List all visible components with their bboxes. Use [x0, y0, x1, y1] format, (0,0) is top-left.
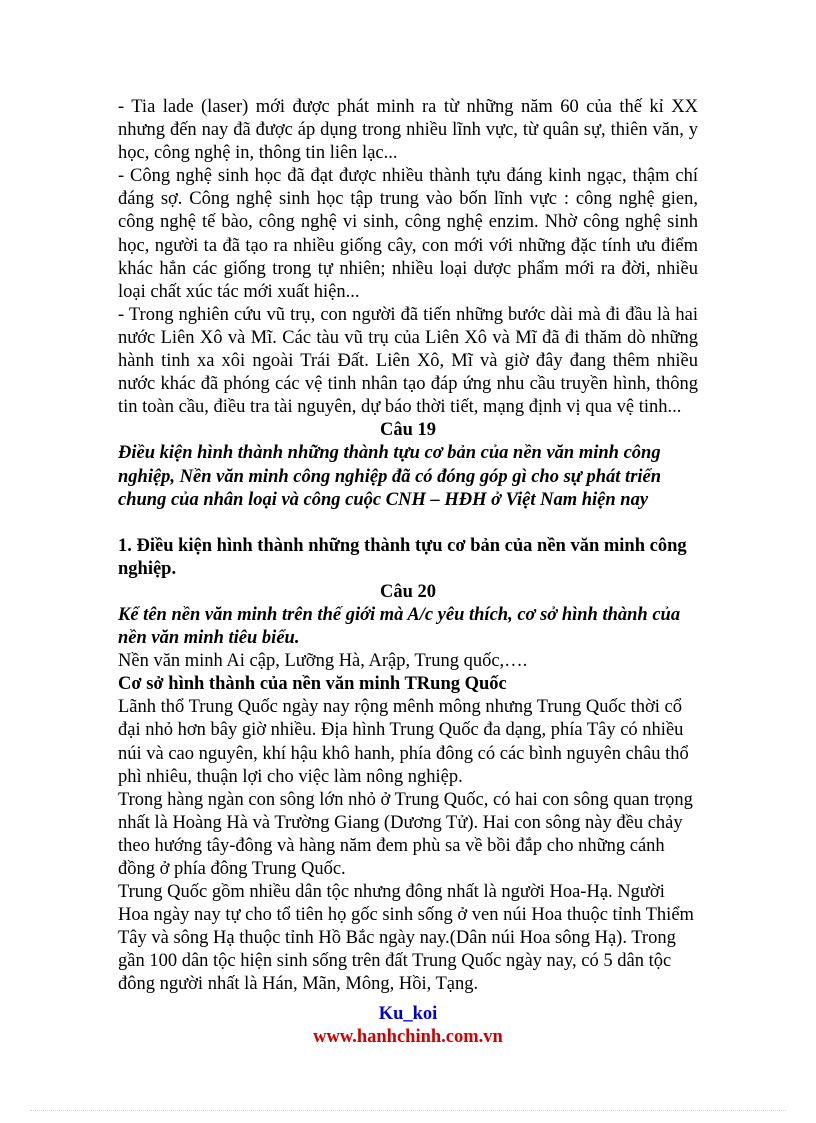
cau19-point1: 1. Điều kiện hình thành những thành tựu cơ bản của nền văn minh công nghiệp. [118, 535, 687, 579]
blank-line [118, 512, 698, 535]
cau20-heading: Câu 20 [379, 581, 437, 602]
paragraph-biotech: - Công nghệ sinh học đã đạt được nhiều thành tựu đáng kinh ngạc, thậm chí đáng sợ. Công nghệ sinh học tập trung vào bốn lĩnh vực : công nghệ gien, công nghệ tế bào, công nghệ vi sinh, công nghệ enzim. Nhờ công nghệ sinh học, người ta đã tạo ra nhiều giống cây, con mới với những đặc tính ưu điểm khác hẳn các giống trong tự nhiên; nhiều loại dược phẩm mới ra đời, nhiều loại chất xúc tác mới xuất hiện... [118, 166, 698, 302]
footer-author: Ku_koi [378, 1003, 438, 1024]
civilizations-list: Nền văn minh Ai cập, Lưỡng Hà, Arập, Trung quốc,…. [118, 651, 528, 672]
document-page [118, 96, 698, 1049]
paragraph-territory: Lãnh thổ Trung Quốc ngày nay rộng mênh mông nhưng Trung Quốc thời cổ đại nhỏ hơn bây giờ nhiều. Địa hình Trung Quốc đa dạng, phía Tây có nhiều núi và cao nguyên, khí hậu khô hanh, phía đông có các bình nguyên châu thổ phì nhiêu, thuận lợi cho việc làm nông nghiệp. [118, 697, 689, 787]
paragraph-space: - Trong nghiên cứu vũ trụ, con người đã tiến những bước dài mà đi đầu là hai nước Liên Xô và Mĩ. Các tàu vũ trụ của Liên Xô và Mĩ đã đi thăm dò những hành tinh xa xôi ngoài Trái Đất. Liên Xô, Mĩ và giờ đây đang thêm nhiều nước khác đã phóng các vệ tinh nhân tạo đáp ứng nhu cầu truyền hình, thông tin toàn cầu, điều tra tài nguyên, dự báo thời tiết, mạng định vị qua vệ tinh... [118, 304, 698, 418]
china-subheading: Cơ sở hình thành của nền văn minh TRung Quốc [118, 674, 507, 695]
cau20-question: Kể tên nền văn minh trên thế giới mà A/c yêu thích, cơ sở hình thành của nền văn minh tiêu biểu. [118, 604, 681, 649]
page-bottom-divider [30, 1110, 786, 1111]
paragraph-laser: - Tia lade (laser) mới được phát minh ra từ những năm 60 của thế kỉ XX nhưng đến nay đã được áp dụng trong nhiều lĩnh vực, từ quân sự, thiên văn, y học, công nghệ in, thông tin liên lạc... [118, 97, 698, 164]
footer-website-link[interactable]: www.hanhchinh.com.vn [313, 1026, 503, 1047]
paragraph-rivers: Trong hàng ngàn con sông lớn nhỏ ở Trung Quốc, có hai con sông quan trọng nhất là Hoàng Hà và Trường Giang (Dương Tử). Hai con sông này đều chảy theo hướng tây-đông và hàng năm đem phù sa về bồi đắp cho những cánh đồng ở phía đông Trung Quốc. [118, 789, 693, 879]
paragraph-people: Trung Quốc gồm nhiều dân tộc nhưng đông nhất là người Hoa-Hạ. Người Hoa ngày nay tự cho tổ tiên họ gốc sinh sống ở ven núi Hoa thuộc tỉnh Thiểm Tây và sông Hạ thuộc tỉnh Hồ Bắc ngày nay.(Dân núi Hoa sông Hạ). Trong gần 100 dân tộc hiện sinh sống trên đất Trung Quốc ngày nay, có 5 dân tộc đông người nhất là Hán, Mãn, Mông, Hồi, Tạng. [118, 882, 694, 995]
cau19-question: Điều kiện hình thành những thành tựu cơ bản của nền văn minh công nghiệp, Nền văn minh công nghiệp đã có đóng góp gì cho sự phát triển chung của nhân loại và công cuộc CNH – HĐH ở Việt Nam hiện nay [118, 443, 662, 510]
cau19-heading: Câu 19 [379, 420, 437, 441]
